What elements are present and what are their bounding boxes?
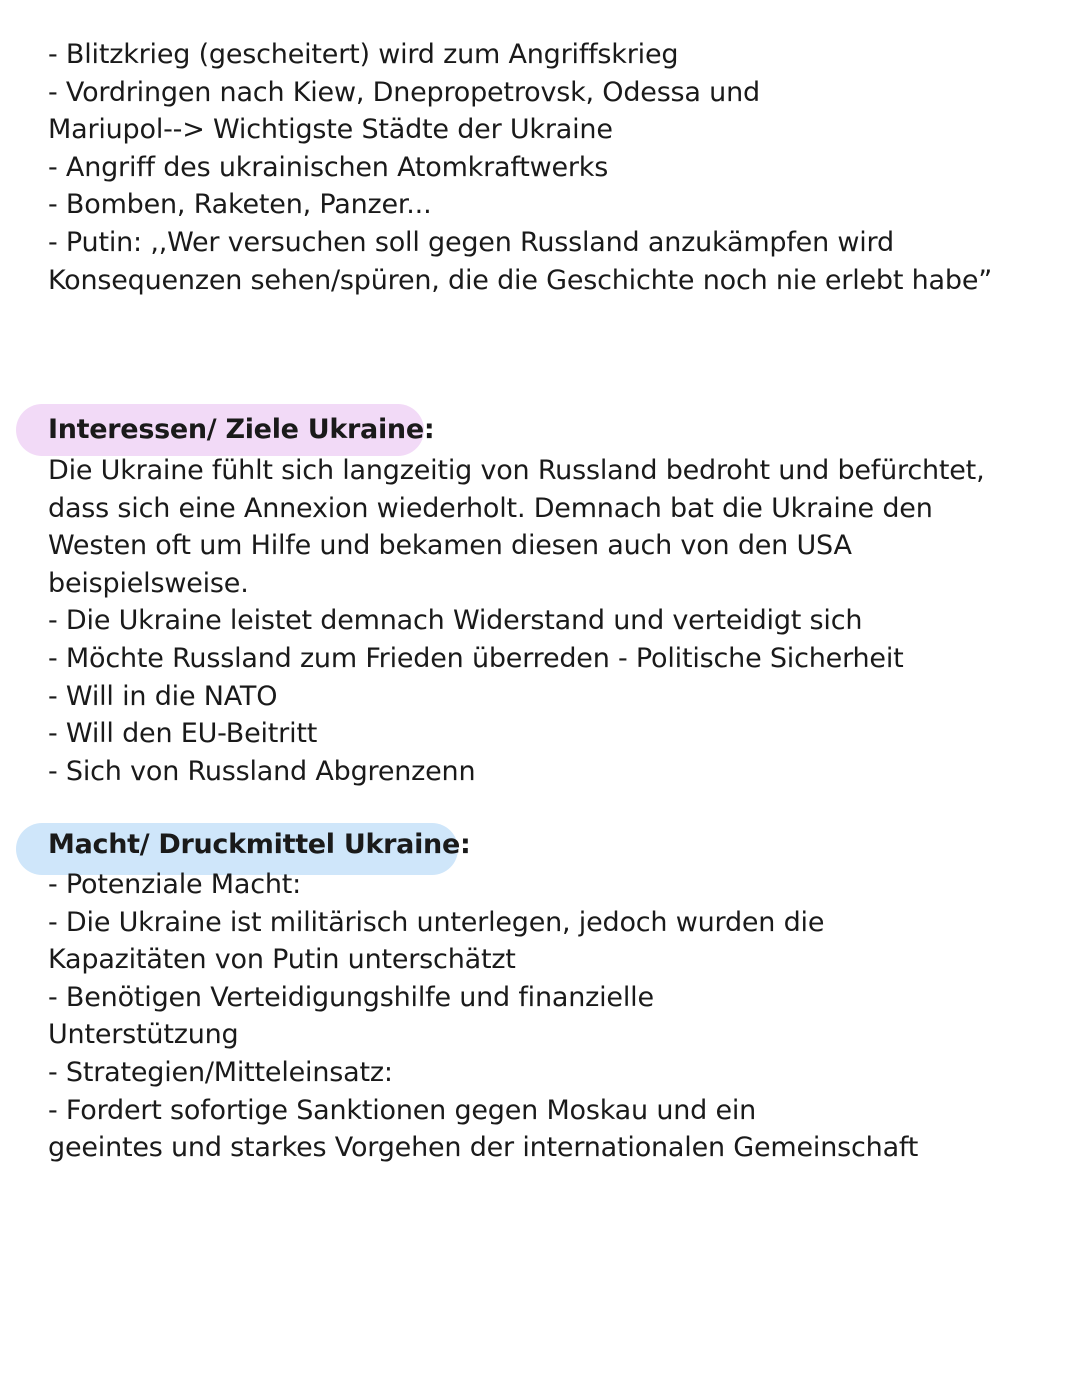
text-line: dass sich eine Annexion wiederholt. Demnach bat die Ukraine den (48, 492, 933, 524)
text-line: Westen oft um Hilfe und bekamen diesen auch von den USA (48, 530, 852, 562)
text-line: - Will den EU-Beitritt (48, 718, 318, 750)
text-line: Kapazitäten von Putin unterschätzt (48, 944, 516, 976)
text-line: Konsequenzen sehen/spüren, die die Geschichte noch nie erlebt habe” (48, 264, 993, 296)
text-line: - Potenziale Macht: (48, 869, 302, 900)
text-line: - Blitzkrieg (gescheitert) wird zum Angriffskrieg (48, 39, 679, 70)
text-line: Die Ukraine fühlt sich langzeitig von Russland bedroht und befürchtet, (48, 455, 985, 486)
text-line: - Bomben, Raketen, Panzer... (48, 189, 432, 221)
text-line: beispielsweise. (48, 567, 249, 599)
text-line: Unterstützung (48, 1019, 239, 1051)
text-line: - Will in die NATO (48, 680, 278, 712)
text-line: - Möchte Russland zum Frieden überreden - Politische Sicherheit (48, 642, 904, 674)
section-ziele-text (48, 452, 1058, 790)
text-line: - Putin: ,,Wer versuchen soll gegen Russland anzukämpfen wird (48, 226, 894, 258)
text-line: - Vordringen nach Kiew, Dnepropetrovsk, Odessa und (48, 76, 760, 108)
text-line: - Die Ukraine ist militärisch unterlegen, jedoch wurden die (48, 906, 825, 938)
section-macht-text (48, 866, 1058, 1167)
heading-macht-druckmittel: Macht/ Druckmittel Ukraine: (48, 829, 471, 860)
text-line: - Fordert sofortige Sanktionen gegen Moskau und ein (48, 1094, 757, 1126)
text-line: - Strategien/Mitteleinsatz: (48, 1056, 393, 1088)
heading-interessen-ziele: Interessen/ Ziele Ukraine: (48, 414, 435, 445)
text-line: - Benötigen Verteidigungshilfe und finanzielle (48, 981, 654, 1013)
text-line: - Angriff des ukrainischen Atomkraftwerks (48, 151, 609, 183)
text-line: - Sich von Russland Abgrenzenn (48, 755, 476, 787)
text-line: - Die Ukraine leistet demnach Widerstand und verteidigt sich (48, 605, 863, 637)
text-line: Mariupol--> Wichtigste Städte der Ukraine (48, 114, 613, 146)
text-line: geeintes und starkes Vorgehen der internationalen Gemeinschaft (48, 1132, 919, 1164)
section-attack-text (48, 36, 1058, 299)
